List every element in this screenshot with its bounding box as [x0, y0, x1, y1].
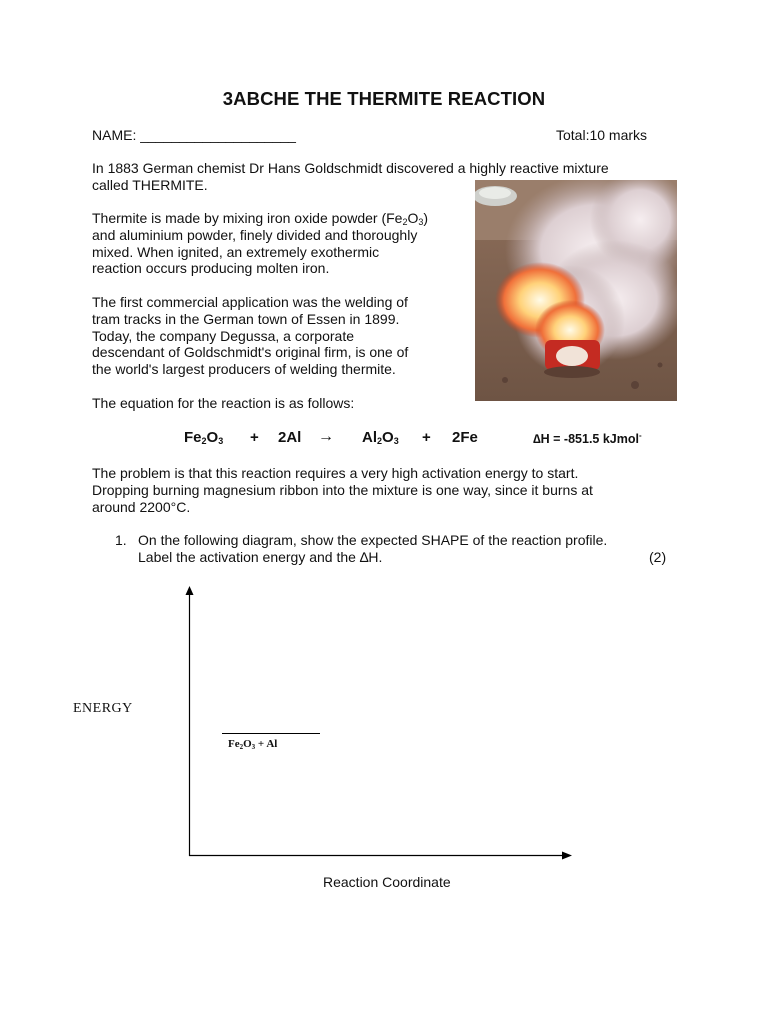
page-title: 3ABCHE THE THERMITE REACTION: [222, 88, 546, 109]
thermite-paragraph: Thermite is made by mixing iron oxide powder $(Fe_2O_3)$ and aluminium powder, finely divided and thoroughly mixed. When ignited, an extremely exothermic reaction occurs producing molten iron.: [92, 210, 429, 277]
equation-product-al2o3: $Al_2O_3$: [362, 429, 399, 446]
equation-product-fe: 2Fe: [452, 429, 478, 446]
equation-plus-1: +: [250, 429, 259, 446]
equation-intro: The equation for the reaction is as follows:: [92, 395, 355, 411]
thermite-burning-photo: [475, 180, 677, 401]
total-marks: Total:10 marks: [556, 127, 648, 143]
question-text: On the following diagram, show the expected SHAPE of the reaction profile. Label the activation energy and the ∆H.: [138, 532, 608, 565]
application-paragraph: The first commercial application was the welding of tram tracks in the German town of Essen in 1899. Today, the company Degussa, a corporate descendant of Goldschmidt's original firm, is one of the world's largest producers of welding thermite.: [92, 294, 409, 378]
problem-paragraph: The problem is that this reaction requires a very high activation energy to start. Dropping burning magnesium ribbon into the mixture is one way, since it burns at around 2200°C.: [92, 465, 593, 515]
reactants-label: $Fe_2O_3 + Al$: [228, 738, 278, 751]
equation-plus-2: +: [422, 429, 431, 446]
question-marks: (2): [649, 549, 667, 565]
equation-reactant-al: 2Al: [278, 429, 302, 446]
y-axis-arrowhead: [186, 586, 194, 595]
reaction-profile-axes: [180, 580, 580, 870]
equation-reactant-fe2o3: $Fe_2O_3$: [184, 429, 224, 446]
intro-paragraph: In 1883 German chemist Dr Hans Goldschmidt discovered a highly reactive mixture called THERMITE.: [92, 160, 609, 193]
x-axis-label: Reaction Coordinate: [323, 874, 451, 890]
equation-arrow: →: [318, 428, 334, 445]
x-axis-arrowhead: [562, 852, 572, 860]
question-number: 1.: [115, 532, 127, 548]
y-axis-label: ENERGY: [73, 701, 133, 716]
name-field-label: NAME: ____________________: [92, 127, 296, 143]
enthalpy-change: ∆H = -851.5 kJmol-: [533, 431, 642, 447]
